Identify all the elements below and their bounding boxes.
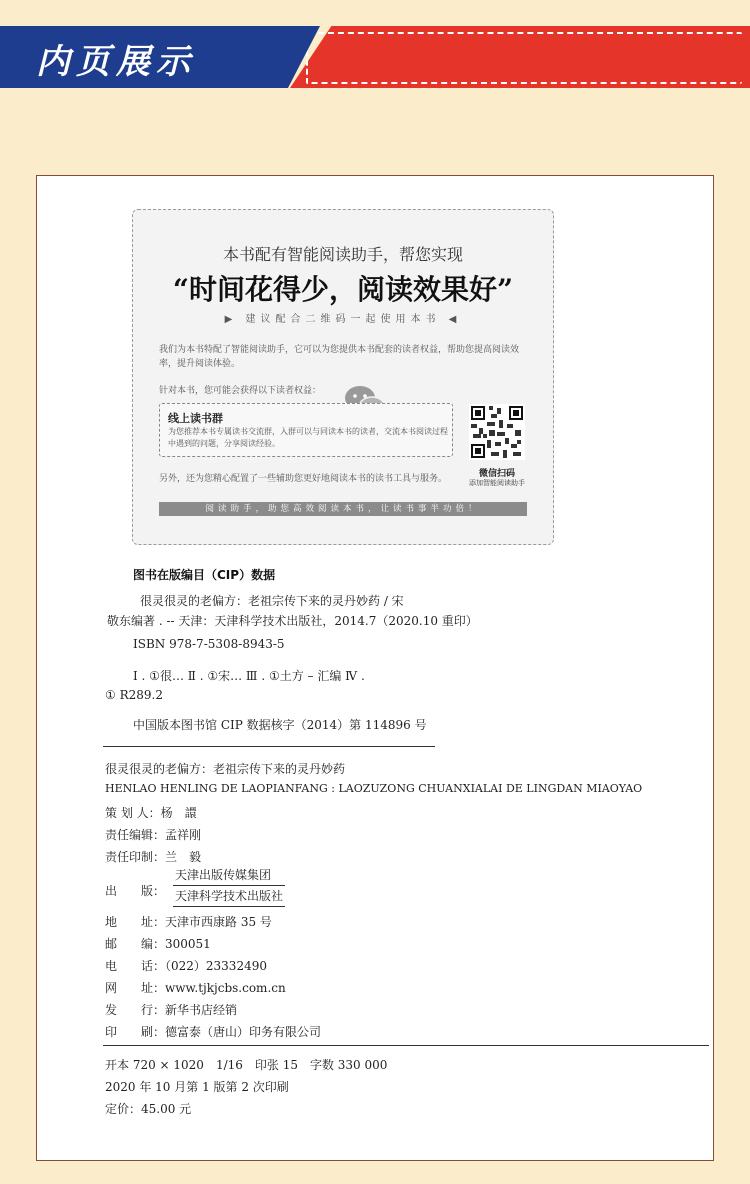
book-distributor: 发 行：新华书店经销 [105,1003,238,1017]
banner-dashed-border [306,32,742,84]
qr-caption-scan: 微信扫码 [478,469,515,479]
qr-code-icon[interactable] [469,404,525,460]
page-banner [0,0,750,88]
book-price: 定价：45.00 元 [105,1102,192,1116]
card-extra-note: 另外，还为您精心配置了一些辅助您更好地阅读本书的读书工具与服务。 [159,474,448,484]
publisher-stack [173,865,285,907]
qr-caption-add: 添加智能阅读助手 [469,479,525,487]
book-publisher-label: 出 版： [105,884,166,898]
cip-line-2: 敬东编著 . -- 天津：天津科学技术出版社，2014.7（2020.10 重印） [107,614,478,628]
cip-isbn: ISBN 978-7-5308-8943-5 [133,637,285,651]
imprint-divider [103,1045,709,1046]
book-website: 网 址：www.tjkjcbs.com.cn [105,981,286,995]
cip-line-1: 很灵很灵的老偏方：老祖宗传下来的灵丹妙药 / 宋 [140,594,404,608]
reading-assistant-card [132,209,554,545]
book-title-pinyin: HENLAO HENLING DE LAOPIANFANG : LAOZUZONG CHUANXIALAI DE LINGDAN MIAOYAO [105,782,643,795]
cip-line-6: 中国版本图书馆 CIP 数据核字（2014）第 114896 号 [133,718,427,732]
banner-title: 内页展示 [36,42,196,82]
cip-line-4: Ⅰ . ①很… Ⅱ . ①宋… Ⅲ . ①土方 – 汇编 Ⅳ . [133,669,365,683]
book-printer: 印 刷：德富泰（唐山）印务有限公司 [105,1025,322,1039]
card-benefits-lead: 针对本书，您可能会获得以下读者权益： [159,386,322,396]
publisher-group: 天津出版传媒集团 [173,865,285,886]
reading-group-box [159,403,453,457]
book-planner: 策 划 人：杨 譞 [105,806,197,820]
reading-group-description: 为您推荐本书专属读书交流群，入群可以与同读本书的读者，交流本书阅读过程中遇到的问题，分享阅读经验。 [168,427,448,448]
book-address: 地 址：天津市西康路 35 号 [105,915,272,929]
card-subline: ▶ 建议配合二维码一起使用本书 ◀ [224,314,462,325]
book-page-frame [36,175,714,1161]
card-bottom-bar: 阅读助手，助您高效阅读本书，让读书事半功倍！ [159,502,527,516]
book-format: 开本 720 × 1020 1/16 印张 15 字数 330 000 [105,1058,388,1072]
book-phone: 电 话：（022）23332490 [105,959,267,973]
card-headline: 本书配有智能阅读助手，帮您实现 [222,245,463,264]
publisher-house: 天津科学技术出版社 [173,886,285,907]
reading-group-title: 线上读书群 [168,412,223,425]
cip-divider [103,746,435,747]
book-editor: 责任编辑：孟祥刚 [105,828,202,842]
book-title-cn: 很灵很灵的老偏方：老祖宗传下来的灵丹妙药 [105,762,346,776]
cip-line-5: ① R289.2 [105,688,163,702]
book-edition: 2020 年 10 月第 1 版第 2 次印刷 [105,1080,289,1094]
book-print-editor: 责任印制：兰 毅 [105,850,202,864]
cip-title: 图书在版编目（CIP）数据 [133,568,276,582]
book-postcode: 邮 编：300051 [105,937,211,951]
card-slogan: “时间花得少，阅读效果好” [172,273,514,306]
card-intro: 我们为本书特配了智能阅读助手，它可以为您提供本书配套的读者权益，帮助您提高阅读效率，提升阅读体验。 [159,345,520,369]
